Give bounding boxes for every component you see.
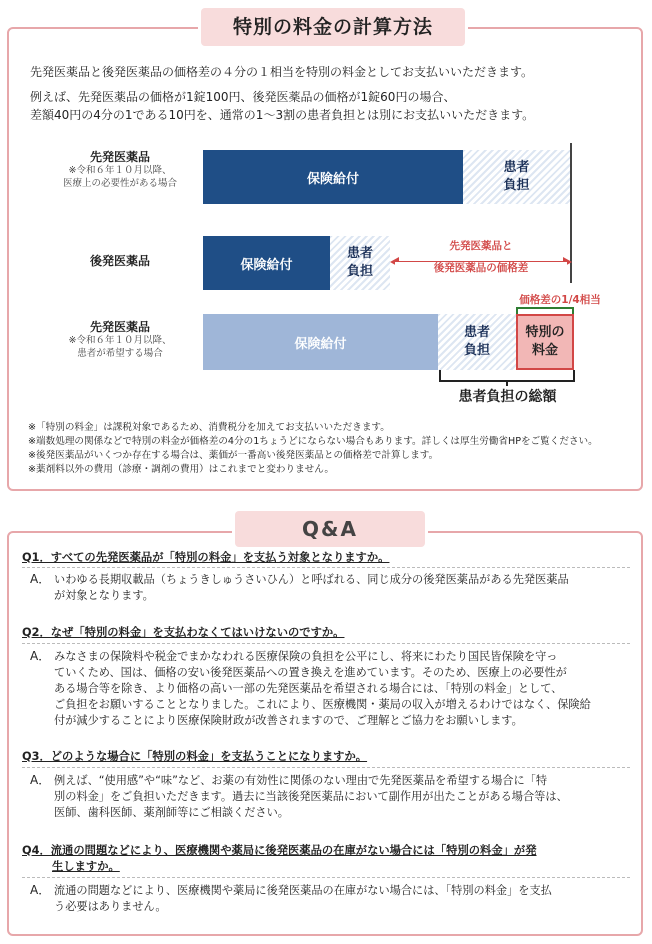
answer-1-line-2: が対象となります。 [54, 589, 154, 602]
row3-label: 先発医薬品 [89, 320, 150, 334]
answer-2-line-2: ていくため、国は、価格の安い後発医薬品への置き換えを進めています。そのため、医療上の必要性が [54, 666, 567, 679]
note-1: ※「特別の料金」は課税対象であるため、消費税分を加えてお支払いいただきます。 [28, 422, 390, 433]
answer-2-line-4: ご負担をお願いすることとなりました。これにより、医療機関・薬局の収入が増えるわけではなく、保険給 [54, 698, 591, 711]
intro-line-2: 例えば、先発医薬品の価格が1錠100円、後発医薬品の価格が1錠60円の場合、 [30, 90, 456, 104]
answer-1-mark: A． [30, 572, 51, 586]
row1-label: 先発医薬品 [89, 150, 150, 164]
answer-3-mark: A． [30, 773, 51, 787]
qa-title-tab [235, 511, 425, 547]
row2-copay-1: 患者 [346, 246, 373, 261]
question-4-line-2: 生しますか。 [52, 860, 120, 873]
note-3: ※後発医薬品がいくつか存在する場合は、薬価が一番高い後発医薬品との価格差で計算します。 [28, 450, 439, 461]
page-title: 特別の料金の計算方法 [232, 16, 433, 38]
row1-copay-2: 負担 [503, 178, 530, 193]
row3-insurance-benefit-bar [203, 314, 438, 370]
answer-2-line-1: みなさまの保険料や税金でまかなわれる医療保険の負担を公平にし、将来にわたり国民皆保険を守っ [54, 650, 558, 663]
row1-sub-1: ※令和６年１０月以降、 [68, 165, 172, 176]
answer-3-line-3: 医師、歯科医師、薬剤師等にご相談ください。 [54, 806, 289, 819]
row3-copay-block [438, 314, 516, 370]
question-4-line-1: Q4．流通の問題などにより、医療機関や薬局に後発医薬品の在庫がない場合には「特別の料金」が発 [22, 844, 537, 857]
answer-2-mark: A． [30, 649, 51, 663]
answer-4-line-2: う必要はありません。 [54, 900, 167, 913]
answer-4-mark: A． [30, 883, 51, 897]
special-fee-block [516, 314, 574, 370]
diff-label-2: 後発医薬品の価格差 [395, 262, 567, 275]
total-label: 患者負担の総額 [458, 389, 557, 405]
intro-line-1: 先発医薬品と後発医薬品の価格差の４分の１相当を特別の料金としてお支払いいただきます。 [30, 65, 534, 79]
row1-copay-1: 患者 [503, 160, 530, 175]
quarter-label: 価格差の1/4相当 [519, 294, 601, 306]
special-fee-1: 特別の [525, 325, 565, 340]
row2-insurance-benefit-bar [203, 236, 330, 290]
answer-1-line-1: いわゆる長期収載品（ちょうきしゅうさいひん）と呼ばれる、同じ成分の後発医薬品がある先発医薬品 [54, 573, 569, 586]
intro-line-3: 差額40円の4分の1である10円を、通常の1～3割の患者負担とは別にお支払いいただきます。 [30, 108, 535, 122]
question-2: Q2．なぜ「特別の料金」を支払わなくてはいけないのですか。 [22, 626, 345, 639]
row2-copay-block [330, 236, 390, 290]
q2-divider [22, 643, 630, 644]
row3-copay-2: 負担 [463, 343, 490, 358]
row1-sub-2: 医療上の必要性がある場合 [62, 178, 177, 189]
qa-title: Q&A [302, 517, 358, 541]
note-2: ※端数処理の関係などで特別の料金が価格差の4分の1ちょうどにならない場合もあります。詳しくは厚生労働省HPをご覧ください。 [28, 436, 598, 447]
question-1: Q1．すべての先発医薬品が「特別の料金」を支払う対象となりますか。 [22, 551, 390, 564]
q1-divider [22, 567, 630, 568]
row3-benefit-label: 保険給付 [294, 336, 347, 352]
section-title-tab [201, 8, 465, 46]
row3-sub-2: 患者が希望する場合 [77, 348, 163, 359]
row2-benefit-label: 保険給付 [240, 257, 293, 273]
special-fee-2: 料金 [531, 343, 558, 358]
question-3: Q3．どのような場合に「特別の料金」を支払うことになりますか。 [22, 750, 368, 763]
row1-benefit-label: 保険給付 [306, 171, 359, 187]
row2-label: 後発医薬品 [89, 254, 150, 268]
row2-copay-2: 負担 [346, 264, 373, 279]
row3-copay-1: 患者 [463, 325, 490, 340]
answer-3-line-1: 例えば、“使用感”や“味”など、お薬の有効性に関係のない理由で先発医薬品を希望する場合に「特 [54, 774, 548, 787]
answer-2-line-5: 付が減少することにより医療保険財政が改善されますので、ご理解とご協力をお願いします。 [54, 714, 523, 727]
total-bracket [438, 370, 576, 386]
answer-4-line-1: 流通の問題などにより、医療機関や薬局に後発医薬品の在庫がない場合には、「特別の料金」を支払 [54, 884, 552, 897]
row1-insurance-benefit-bar [203, 150, 463, 204]
row3-sub-1: ※令和６年１０月以降、 [68, 335, 172, 346]
answer-3-line-2: 別の料金」をご負担いただきます。過去に当該後発医薬品において副作用が出たことがある場合等は、 [54, 790, 568, 803]
q3-divider [22, 767, 630, 768]
q4-divider [22, 877, 630, 878]
note-4: ※薬剤料以外の費用（診療・調剤の費用）はこれまでと変わりません。 [28, 464, 335, 475]
row1-copay-block [463, 150, 570, 204]
diff-label-1: 先発医薬品と [395, 240, 567, 253]
answer-2-line-3: ある場合等を除き、より価格の高い一部の先発医薬品を希望される場合には、「特別の料金」として、 [54, 682, 563, 695]
